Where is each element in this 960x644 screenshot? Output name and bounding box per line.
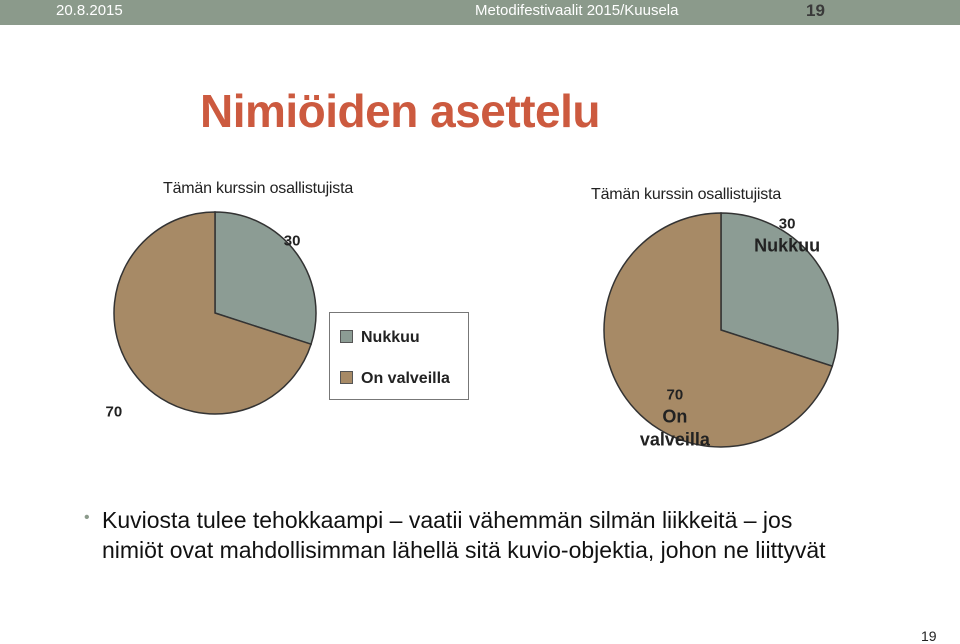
chart-1-title: Tämän kurssin osallistujista	[163, 180, 354, 197]
slide-title: Nimiöiden asettelu	[200, 85, 600, 137]
chart-2-slice-1-label-line-1: On	[662, 406, 688, 427]
chart-2-title: Tämän kurssin osallistujista	[591, 186, 782, 203]
legend-label-nukkuu: Nukkuu	[361, 329, 420, 346]
chart-2-slice-1-label-line-0: 70	[666, 386, 684, 404]
legend-item-valveilla	[340, 370, 450, 388]
bullet-list	[80, 505, 840, 565]
slide-date: 20.8.2015	[56, 2, 123, 19]
chart-1-slice-1-label-line-0: 70	[105, 403, 123, 421]
chart-1-legend	[329, 312, 469, 400]
pie-chart-2	[603, 212, 839, 448]
footer-page-number: 19	[921, 628, 937, 644]
chart-1-slice-0-label-line-0: 30	[283, 232, 301, 250]
legend-item-nukkuu	[340, 329, 420, 347]
legend-label-valveilla: On valveilla	[361, 370, 450, 387]
pie-chart-1	[105, 211, 317, 421]
event-name: Metodifestivaalit 2015/Kuusela	[475, 2, 679, 19]
chart-2-slice-1-label-line-2: valveilla	[639, 429, 710, 450]
slide-number: 19	[806, 1, 825, 20]
chart-1-slice-0-label	[284, 233, 301, 250]
chart-2-slice-0-label-line-0: 30	[778, 215, 796, 233]
bullet-text: Kuviosta tulee tehokkaampi – vaatii vähemmän silmän liikkeitä – jos nimiöt ovat mahdollisimman lähellä sitä kuvio-objektia, johon ne liittyvät	[102, 507, 826, 563]
legend-swatch-nukkuu	[340, 330, 353, 343]
bullet-marker: •	[84, 509, 90, 526]
chart-1-slice-1-label	[106, 403, 123, 420]
chart-2-slice-0-label-line-1: Nukkuu	[754, 235, 821, 256]
header-bar	[0, 0, 960, 25]
legend-swatch-valveilla	[340, 371, 353, 384]
